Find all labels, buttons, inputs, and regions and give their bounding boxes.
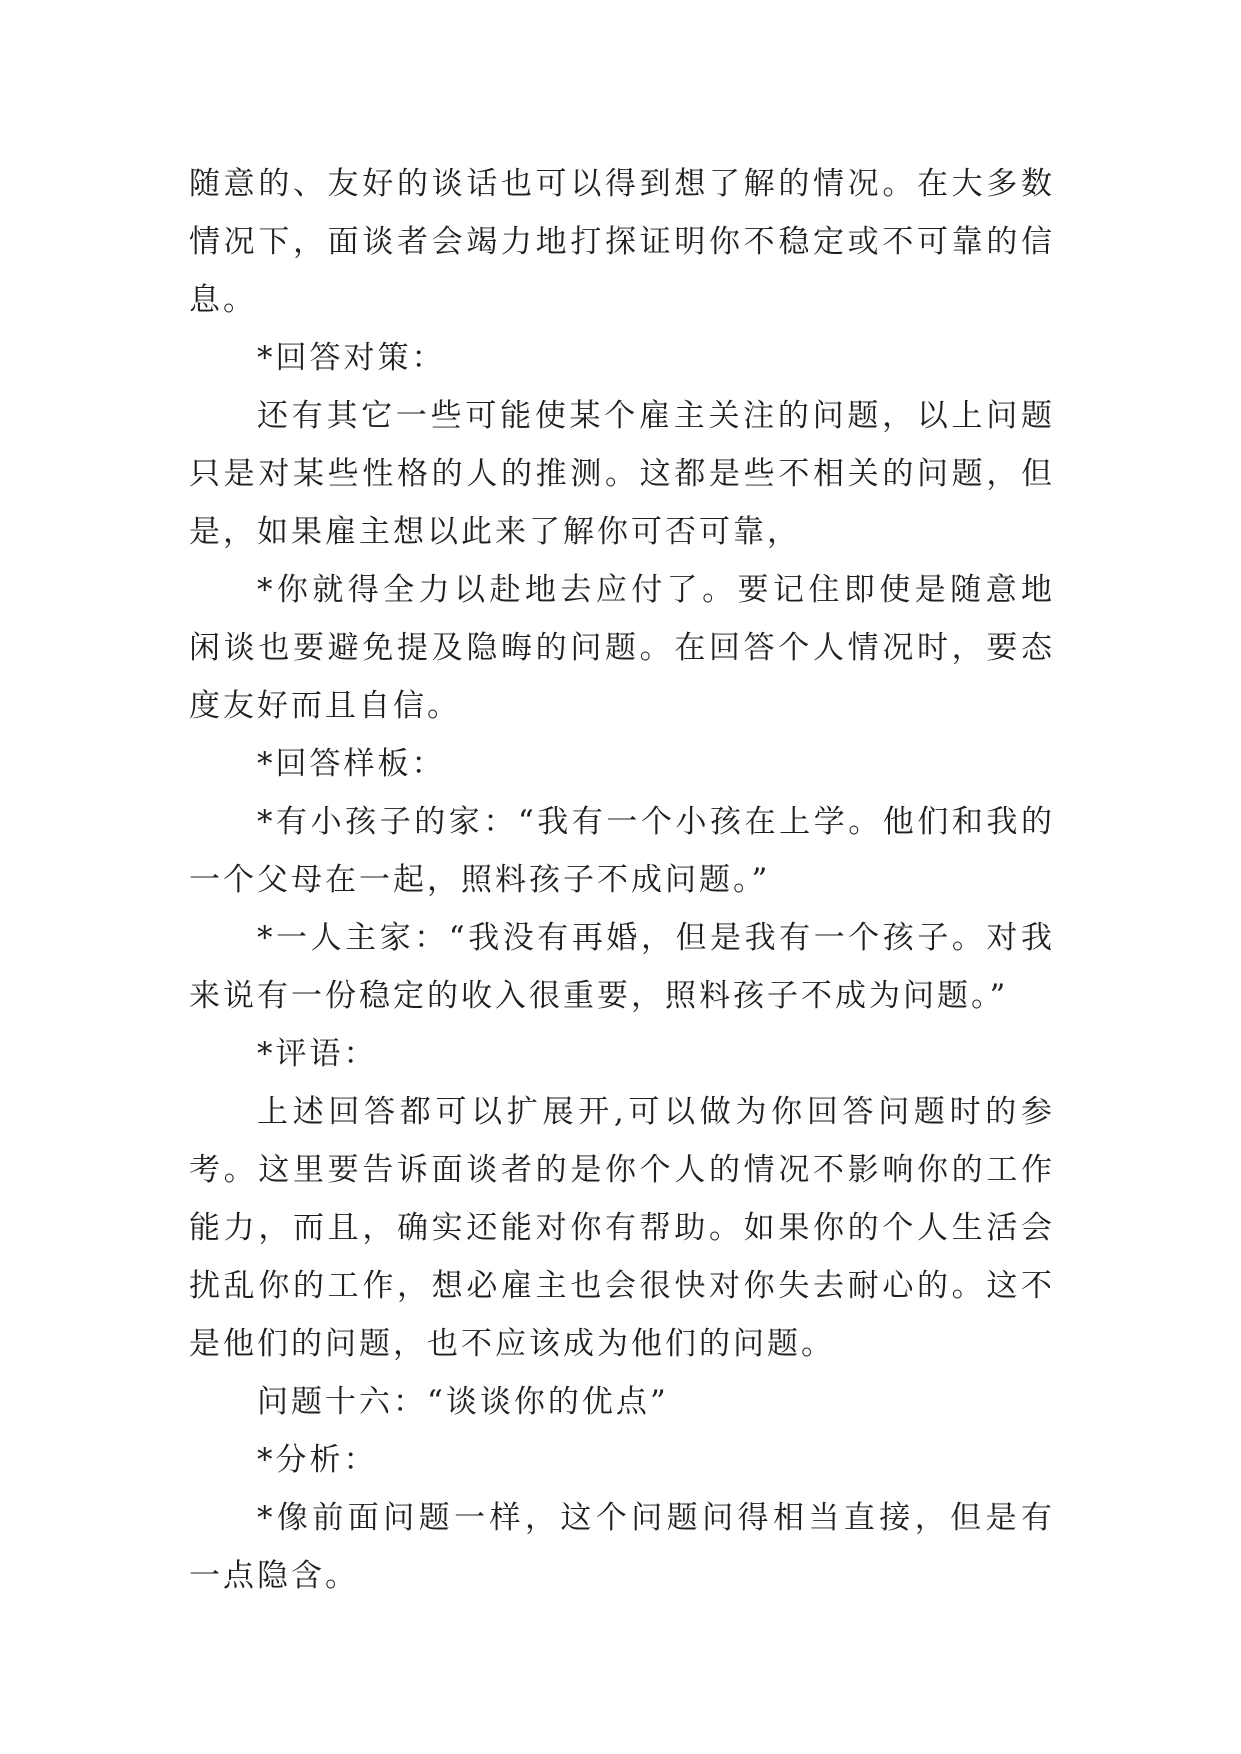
paragraph-11: *分析： [257,1442,378,1478]
paragraph-9: 上述回答都可以扩展开,可以做为你回答问题时的参考。这里要告诉面谈者的是你个人的情况不影响你的工作能力，而且，确实还能对你有帮助。如果你的个人生活会扰乱你的工作，想必雇主也会很快对你失去耐心的。这不是他们的问题，也不应该成为他们的问题。 [189,1094,1055,1362]
paragraph-2: *回答对策： [257,340,446,376]
paragraph-5: *回答样板： [257,746,446,782]
paragraph-1: 随意的、友好的谈话也可以得到想了解的情况。在大多数情况下，面谈者会竭力地打探证明你不稳定或不可靠的信息。 [189,166,1055,318]
paragraph-10: 问题十六：“谈谈你的优点” [257,1384,669,1420]
paragraph-7: *一人主家：“我没有再婚，但是我有一个孩子。对我来说有一份稳定的收入很重要，照料孩子不成为问题。” [189,920,1055,1014]
paragraph-12: *像前面问题一样，这个问题问得相当直接，但是有一点隐含。 [189,1500,1055,1594]
paragraph-4: *你就得全力以赴地去应付了。要记住即使是随意地闲谈也要避免提及隐晦的问题。在回答个人情况时，要态度友好而且自信。 [189,572,1055,724]
paragraph-8: *评语： [257,1036,378,1072]
document-body [189,155,1055,1605]
paragraph-6: *有小孩子的家：“我有一个小孩在上学。他们和我的一个父母在一起，照料孩子不成问题。” [189,804,1055,898]
paragraph-3: 还有其它一些可能使某个雇主关注的问题，以上问题只是对某些性格的人的推测。这都是些不相关的问题，但是，如果雇主想以此来了解你可否可靠， [189,398,1055,550]
